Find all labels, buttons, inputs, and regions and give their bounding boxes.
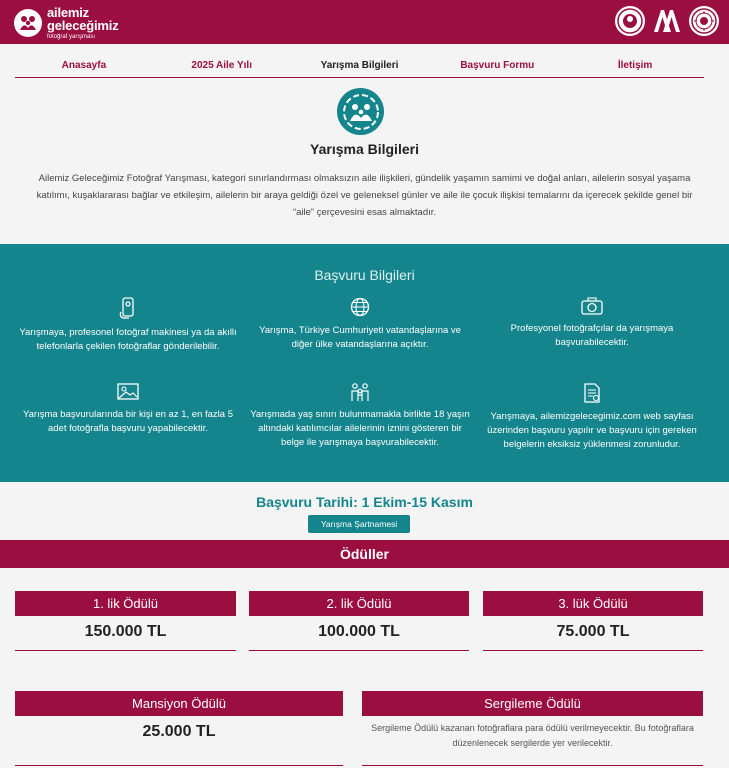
- feature-text: Yarışma başvurularında bir kişi en az 1, en fazla 5 adet fotoğrafla başvuru yapabilecektir.: [23, 409, 233, 434]
- sergileme-divider: [362, 765, 703, 766]
- brand-logo[interactable]: [14, 6, 119, 40]
- prize-1-amount: 150.000 TL: [84, 623, 167, 640]
- brand-line2: geleceğimiz: [47, 18, 119, 33]
- prize-2-divider: [249, 650, 469, 651]
- feature-text: Yarışmaya, ailemizgelecegimiz.com web sayfası üzerinden başvuru yapılır ve başvuru için gereken belgelerin eksiksiz yüklenmesi zorunludur.: [487, 411, 697, 450]
- prize-3-amount: 75.000 TL: [556, 623, 630, 640]
- main-nav: [15, 57, 704, 78]
- feature-item: [18, 296, 238, 354]
- presidency-seal-icon[interactable]: [689, 6, 719, 36]
- mansiyon-divider: [15, 765, 343, 766]
- mansiyon-amount: 25.000 TL: [142, 723, 216, 740]
- prize-1-title: 1. lik Ödülü: [15, 591, 236, 616]
- prize-3-title: 3. lük Ödülü: [483, 591, 703, 616]
- feature-text: Yarışma, Türkiye Cumhuriyeti vatandaşlarına ve diğer ülke vatandaşlarına açıktır.: [259, 325, 461, 350]
- ministry-seal-icon[interactable]: [615, 6, 645, 36]
- family-icon: [348, 382, 372, 402]
- info-description: Ailemiz Geleceğimiz Fotoğraf Yarışması, kategori sınırlandırması olmaksızın aile ilişkileri, gündelik yaşamın samimi ve doğal anları, ailelerin sosyal yaşama katılımı, kuşaklararası bağlar ve etkileşim, ailelerin bir araya geldiği özel ve geleneksel günler ve aile ile çocuk ilişkisi temalarını da içerecek şekilde genel bir “aile” çerçevesini esas almaktadır.: [36, 173, 693, 218]
- brand-line1: ailemiz: [47, 5, 89, 20]
- aa-logo-icon[interactable]: [651, 6, 683, 36]
- brand-subtitle: fotoğraf yarışması: [47, 34, 96, 40]
- feature-text: Yarışmada yaş sınırı bulunmamakla birlikte 18 yaşın altındaki katılımcılar ailelerinin iznini gösteren bir belge ile yarışmaya başvurabilecektir.: [250, 409, 470, 448]
- feature-item: [18, 382, 238, 436]
- image-icon: [116, 382, 140, 402]
- nav-item-aile-yili[interactable]: 2025 Aile Yılı: [191, 60, 252, 71]
- phone-camera-icon: [117, 296, 139, 320]
- basvuru-title: Başvuru Bilgileri: [314, 267, 415, 283]
- globe-icon: [349, 296, 371, 318]
- feature-item: [250, 382, 470, 450]
- feature-item: [482, 382, 702, 452]
- sartname-button[interactable]: Yarışma Şartnamesi: [308, 515, 410, 533]
- prize-2-amount: 100.000 TL: [318, 623, 400, 640]
- nav-item-basvuru-formu[interactable]: Başvuru Formu: [460, 60, 535, 71]
- sergileme-note: Sergileme Ödülü kazanan fotoğraflara para ödülü verilmeyecektir. Bu fotoğraflara düzenlenecek sergilerde yer verilecektir.: [371, 723, 694, 748]
- oduller-header: Ödüller: [0, 540, 729, 568]
- feature-text: Profesyonel fotoğrafçılar da yarışmaya başvurabilecektir.: [510, 323, 674, 348]
- feature-item: [250, 296, 470, 352]
- top-header: [0, 0, 729, 44]
- nav-item-yarisma-bilgileri[interactable]: Yarışma Bilgileri: [320, 60, 399, 71]
- page-title: Yarışma Bilgileri: [310, 141, 419, 157]
- feature-item: [482, 296, 702, 350]
- camera-icon: [580, 296, 604, 316]
- mansiyon-title: Mansiyon Ödülü: [15, 691, 343, 716]
- prize-2-title: 2. lik Ödülü: [249, 591, 469, 616]
- basvuru-section: [0, 244, 729, 482]
- nav-item-anasayfa[interactable]: Anasayfa: [61, 60, 107, 71]
- prize-3-divider: [483, 650, 703, 651]
- family-photo-icon: [337, 88, 384, 135]
- family-logo-icon: [14, 9, 42, 37]
- basvuru-tarihi: Başvuru Tarihi: 1 Ekim-15 Kasım: [256, 494, 473, 510]
- document-icon: [581, 382, 603, 404]
- feature-text: Yarışmaya, profesonel fotoğraf makinesi ya da akıllı telefonlarla çekilen fotoğraflar gönderilebilir.: [19, 327, 237, 352]
- nav-item-iletisim[interactable]: İletişim: [617, 60, 653, 71]
- prize-1-divider: [15, 650, 236, 651]
- sergileme-title: Sergileme Ödülü: [362, 691, 703, 716]
